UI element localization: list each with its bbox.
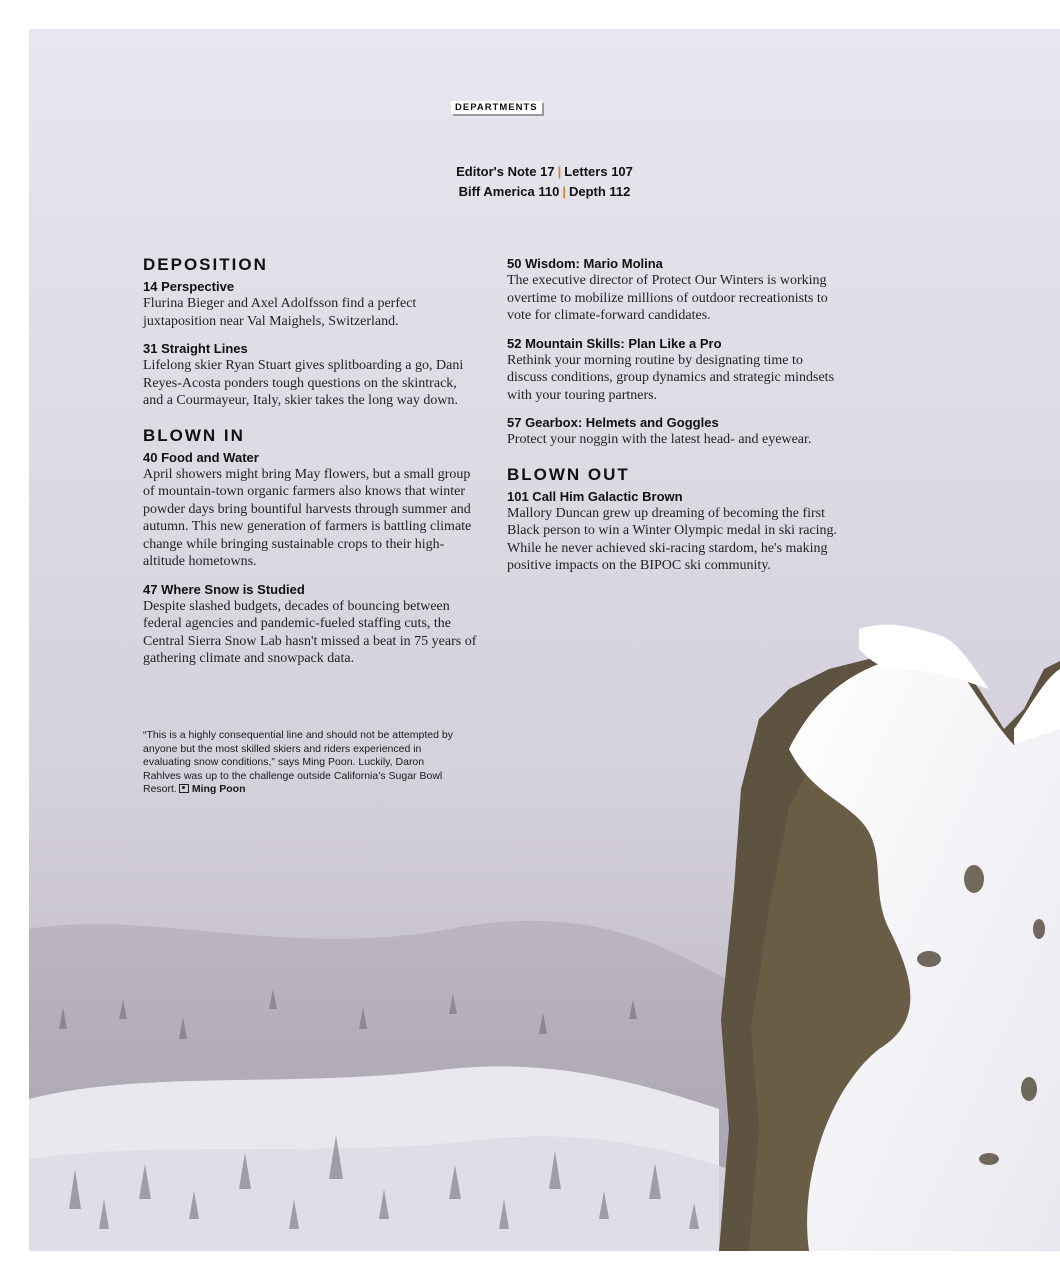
toc-entry[interactable] xyxy=(507,488,842,575)
toc-entry[interactable] xyxy=(507,255,842,325)
entry-title: 50 Wisdom: Mario Molina xyxy=(507,256,663,271)
magazine-page xyxy=(29,29,1060,1251)
entry-title: 52 Mountain Skills: Plan Like a Pro xyxy=(507,335,722,351)
section-title-blown-in: BLOWN IN xyxy=(143,425,245,445)
caption-text: “This is a highly consequential line and should not be attempted by anyone but the most skilled skiers and riders experienced in evaluating snow conditions,” says Ming Poon. Luckily, Daron Rahlves was up to the challenge outside California’s Sugar Bowl Resort. xyxy=(143,729,453,795)
quick-link-separator: | xyxy=(562,184,566,199)
photo-caption xyxy=(143,729,463,797)
entry-title: 31 Straight Lines xyxy=(143,341,248,356)
entry-description: Mallory Duncan grew up dreaming of becoming the first Black person to win a Winter Olympic medal in ski racing. While he never achieved ski-racing stardom, he's making positive impacts on the BIPOC ski community. xyxy=(507,505,838,573)
section-title-blown-out: BLOWN OUT xyxy=(507,464,630,484)
toc-entry[interactable] xyxy=(507,335,842,405)
photo-credit: Ming Poon xyxy=(191,783,246,795)
section-title-deposition: DEPOSITION xyxy=(143,255,268,274)
entry-description: Despite slashed budgets, decades of bouncing between federal agencies and pandemic-fueled staffing cuts, the Central Sierra Snow Lab hasn't missed a beat in 75 years of gathering climate and snowpack data. xyxy=(143,598,477,666)
quick-links-row-1 xyxy=(29,164,1060,179)
entry-description: April showers might bring May flowers, but a small group of mountain-town organic farmers also knows that winter powder days bring bountiful harvests through summer and autumn. This new generation of farmers is battling climate change while bringing sustainable crops to their high-altitude hometowns. xyxy=(143,466,472,569)
quick-link-depth[interactable]: Depth 112 xyxy=(568,184,631,199)
toc-entry[interactable] xyxy=(143,581,478,668)
entry-title: 101 Call Him Galactic Brown xyxy=(507,488,683,504)
toc-entry[interactable] xyxy=(143,278,478,330)
entry-description: Rethink your morning routine by designating time to discuss conditions, group dynamics and strategic mindsets with your touring partners. xyxy=(507,352,835,403)
toc-entry[interactable] xyxy=(143,449,478,571)
entry-description: Lifelong skier Ryan Stuart gives splitboarding a go, Dani Reyes-Acosta ponders tough questions on the skintrack, and a Courmayeur, Italy, skier takes the long way down. xyxy=(143,358,464,408)
right-column xyxy=(507,255,842,585)
quick-link-editors-note[interactable]: Editor's Note 17 xyxy=(456,164,555,179)
departments-label: DEPARTMENTS xyxy=(451,101,542,114)
entry-description: Flurina Bieger and Axel Adolfsson find a perfect juxtaposition near Val Maighels, Switzerland. xyxy=(143,296,417,329)
quick-link-letters[interactable]: Letters 107 xyxy=(564,164,633,179)
entry-description: Protect your noggin with the latest head- and eyewear. xyxy=(507,432,812,447)
quick-link-biff-america[interactable]: Biff America 110 xyxy=(458,184,560,199)
entry-title: 57 Gearbox: Helmets and Goggles xyxy=(507,415,719,430)
entry-title: 47 Where Snow is Studied xyxy=(143,581,305,597)
camera-icon xyxy=(179,784,189,793)
left-column xyxy=(143,255,478,678)
entry-description: The executive director of Protect Our Winters is working overtime to mobilize millions of outdoor recreationists to vote for climate-forward candidates. xyxy=(507,273,828,323)
quick-link-separator: | xyxy=(557,164,562,179)
quick-links-row-2 xyxy=(29,184,1060,199)
toc-entry[interactable] xyxy=(507,414,842,449)
toc-entry[interactable] xyxy=(143,340,478,410)
entry-title: 40 Food and Water xyxy=(143,449,259,465)
entry-title: 14 Perspective xyxy=(143,279,235,294)
